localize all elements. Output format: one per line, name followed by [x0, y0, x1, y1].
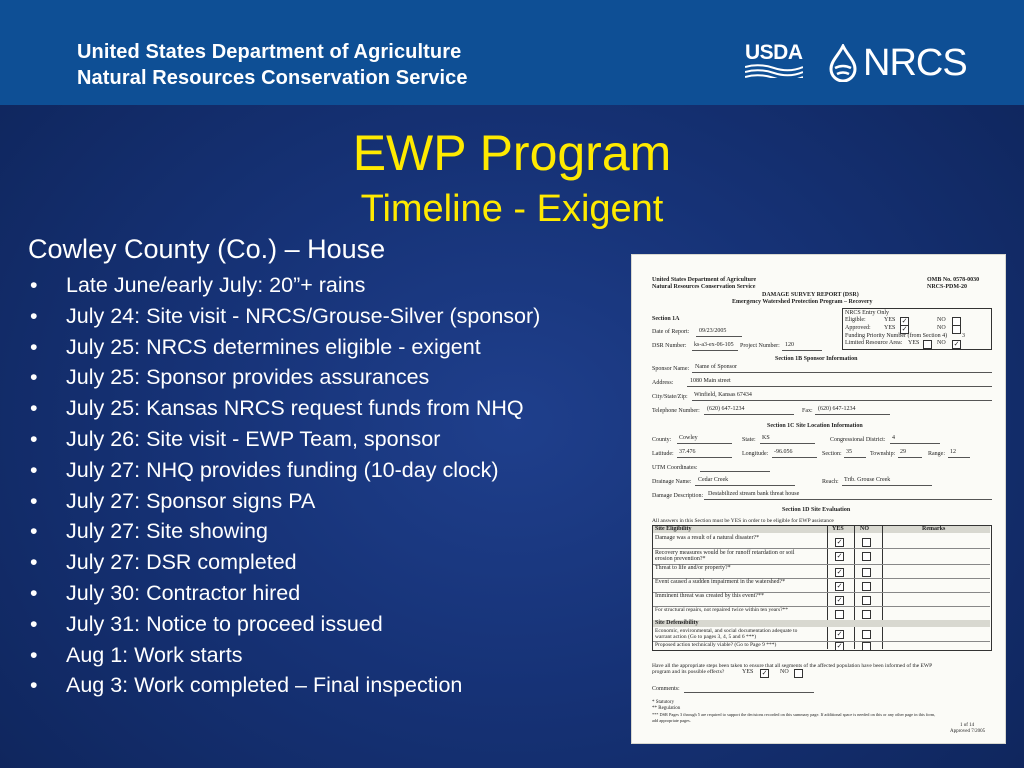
checkbox: ✓	[761, 669, 768, 677]
checkbox	[862, 630, 871, 639]
list-item-text: July 27: DSR completed	[66, 550, 297, 575]
sponsor-value: Name of Sponsor	[695, 364, 737, 370]
list-item	[28, 640, 638, 671]
phone-label: Telephone Number:	[652, 408, 700, 414]
limited-yes: YES	[908, 340, 920, 346]
checkbox	[952, 325, 961, 334]
header-bar	[0, 0, 1024, 105]
checkbox: ✓	[836, 538, 843, 546]
list-item	[28, 670, 638, 701]
county-value: Cowley	[679, 435, 698, 441]
county-heading: Cowley County (Co.) – House	[28, 234, 386, 264]
drainage-label: Drainage Name:	[652, 479, 692, 485]
checkbox: ✓	[901, 317, 908, 325]
footnote-4: add appropriate pages.	[652, 718, 691, 723]
list-item	[28, 578, 638, 609]
list-item-text: July 27: Sponsor signs PA	[66, 488, 316, 513]
fax-label: Fax:	[802, 408, 813, 414]
date-label: Date of Report:	[652, 329, 690, 335]
q6: For structural repairs, not repaired twice within ten years?**	[655, 607, 789, 613]
q3: Threat to life and/or property?*	[655, 565, 731, 571]
longitude-value: -96.056	[774, 449, 793, 455]
section-1a: Section 1A	[652, 316, 680, 322]
agency-name	[77, 39, 468, 91]
bullet-icon: •	[30, 488, 38, 513]
limited-no: NO	[937, 340, 946, 346]
dsr-value: ks-a3-ex-06-105	[694, 342, 734, 348]
checkbox: ✓	[836, 596, 843, 604]
approved-yes: YES	[884, 325, 896, 331]
site-defensibility: Site Defensibility	[655, 620, 699, 626]
q8: Proposed action technically viable? (Go to Page 9 ***)	[655, 642, 777, 648]
section-1b: Section 1B Sponsor Information	[775, 356, 858, 362]
checkbox: ✓	[836, 568, 843, 576]
nrcs-logo-text: NRCS	[863, 42, 967, 84]
section-label: Section:	[822, 451, 842, 457]
eval-note: All answers in this Section must be YES in order to be eligible for EWP assistance	[652, 518, 834, 524]
bullet-icon: •	[30, 457, 38, 482]
approved-label: Approved:	[845, 325, 871, 331]
list-item	[28, 301, 638, 332]
list-item-text: July 25: Kansas NRCS request funds from NHQ	[66, 396, 524, 421]
form-number: NRCS-PDM-20	[927, 284, 967, 290]
list-item-text: July 24: Site visit - NRCS/Grouse-Silver (sponsor)	[66, 303, 541, 328]
checkbox	[794, 669, 803, 678]
q1: Damage was a result of a natural disaster?*	[655, 535, 760, 541]
township-label: Township:	[870, 451, 896, 457]
bullet-icon: •	[30, 642, 38, 667]
q4: Event caused a sudden impairment in the watershed?*	[655, 579, 786, 585]
phone-value: (620) 647-1234	[707, 406, 745, 412]
county-label: County:	[652, 437, 672, 443]
usda-logo-text: USDA	[745, 41, 803, 64]
bullet-icon: •	[30, 519, 38, 544]
footnote-3: *** DSR Pages 3 through 5 are required to support the decisions recorded on this summary page. If additional space is needed on this or any other page in this form,	[652, 712, 936, 717]
dsr-label: DSR Number:	[652, 343, 687, 349]
list-item	[28, 547, 638, 578]
list-item-text: Aug 1: Work starts	[66, 642, 243, 667]
list-item	[28, 332, 638, 363]
reach-value: Trib. Grouse Creek	[844, 477, 891, 483]
list-item	[28, 270, 638, 301]
col-yes: YES	[832, 526, 844, 532]
list-item	[28, 516, 638, 547]
form-subtitle: Emergency Watershed Protection Program – Recovery	[732, 299, 873, 305]
bullet-icon: •	[30, 611, 38, 636]
checkbox	[862, 582, 871, 591]
slide-title: EWP Program	[352, 125, 672, 181]
list-item-text: July 25: Sponsor provides assurances	[66, 365, 430, 390]
funding-priority-value: 3	[962, 333, 965, 339]
form-omb: OMB No. 0578-0030	[927, 277, 980, 283]
checkbox: ✓	[836, 552, 843, 560]
checkbox	[862, 538, 871, 547]
page-number: 1 of 14	[960, 723, 975, 728]
checkbox	[862, 568, 871, 577]
state-label: State:	[742, 437, 756, 443]
list-item	[28, 393, 638, 424]
form-title: DAMAGE SURVEY REPORT (DSR)	[762, 292, 859, 298]
final-question-line2: program and its possible effects?	[652, 669, 725, 675]
col-remarks: Remarks	[922, 526, 946, 532]
utm-label: UTM Coordinates:	[652, 465, 698, 471]
reach-label: Reach:	[822, 479, 839, 485]
q2-line1: Recovery measures would be for runoff retardation or soil	[655, 550, 795, 556]
bullet-icon: •	[30, 580, 38, 605]
q7-line1: Economic, environmental, and social documentation adequate to	[655, 628, 798, 634]
usda-hills-icon	[745, 64, 803, 78]
q2-line2: erosion prevention?*	[655, 556, 706, 562]
checkbox: ✓	[836, 582, 843, 590]
q5: Imminent threat was created by this event?**	[655, 593, 764, 599]
list-item-text: July 25: NRCS determines eligible - exigent	[66, 334, 481, 359]
drainage-value: Cedar Creek	[698, 477, 729, 483]
bullet-icon: •	[30, 426, 38, 451]
list-item	[28, 424, 638, 455]
list-item-text: July 27: NHQ provides funding (10-day clock)	[66, 457, 499, 482]
address-value: 1080 Main street	[690, 378, 731, 384]
water-drop-icon	[826, 44, 860, 82]
usda-logo	[745, 43, 803, 83]
final-question-line1: Have all the appropriate steps been taken to ensure that all segments of the affected population have been informed of the EWP	[652, 663, 933, 669]
project-value: 120	[785, 342, 794, 348]
list-item	[28, 455, 638, 486]
slide-subtitle: Timeline - Exigent	[360, 188, 664, 230]
list-item-text: July 26: Site visit - EWP Team, sponsor	[66, 426, 441, 451]
nrcs-entry: NRCS Entry Only	[845, 310, 890, 316]
latitude-value: 37.476	[679, 449, 696, 455]
final-yes: YES	[742, 669, 754, 675]
range-label: Range:	[928, 451, 945, 457]
bullet-icon: •	[30, 396, 38, 421]
final-no: NO	[780, 669, 789, 675]
section-1d: Section 1D Site Evaluation	[782, 507, 851, 513]
checkbox	[835, 610, 844, 619]
sponsor-label: Sponsor Name:	[652, 366, 690, 372]
bullet-icon: •	[30, 673, 38, 698]
damage-label: Damage Description:	[652, 493, 704, 499]
bullet-icon: •	[30, 303, 38, 328]
range-value: 12	[950, 449, 956, 455]
section-1c: Section 1C Site Location Information	[767, 423, 863, 429]
bullet-icon: •	[30, 550, 38, 575]
address-label: Address:	[652, 380, 674, 386]
date-value: 09/23/2005	[699, 328, 727, 334]
approved-no: NO	[937, 325, 946, 331]
eligible-label: Eligible:	[845, 317, 866, 323]
funding-priority: Funding Priority Number (from Section 4)	[845, 333, 948, 339]
bullet-icon: •	[30, 334, 38, 359]
list-item-text: July 30: Contractor hired	[66, 580, 301, 605]
state-value: KS	[762, 435, 770, 441]
section-value: 35	[846, 449, 852, 455]
fax-value: (620) 647-1234	[818, 406, 856, 412]
footnote-2: ** Regulation	[652, 706, 681, 711]
form-agency-line1: United States Department of Agriculture	[652, 277, 757, 283]
list-item-text: Late June/early July: 20”+ rains	[66, 273, 366, 297]
q7-line2: warrant action (Go to pages 3, 4, 5 and 6 ***)	[655, 634, 757, 640]
bullet-icon: •	[30, 365, 38, 390]
col-no: NO	[860, 526, 869, 532]
checkbox: ✓	[836, 630, 843, 638]
approved-date: Approved 7/2005	[950, 729, 986, 734]
checkbox	[862, 610, 871, 619]
comments-label: Comments:	[652, 686, 680, 692]
project-label: Project Number:	[740, 343, 780, 349]
latitude-label: Latitude:	[652, 451, 674, 457]
list-item	[28, 486, 638, 517]
checkbox: ✓	[901, 325, 908, 333]
checkbox	[923, 340, 932, 349]
list-item-text: Aug 3: Work completed – Final inspection	[66, 673, 463, 698]
list-item	[28, 609, 638, 640]
district-label: Congressional District:	[830, 437, 886, 443]
damage-value: Destabilized stream bank threat house	[708, 491, 800, 497]
list-item-text: July 31: Notice to proceed issued	[66, 611, 383, 636]
eligible-yes: YES	[884, 317, 896, 323]
list-item-text: July 27: Site showing	[66, 519, 268, 544]
checkbox	[862, 642, 871, 651]
checkbox: ✓	[953, 340, 960, 348]
form-agency-line2: Natural Resources Conservation Service	[652, 284, 756, 290]
agency-name-line1: United States Department of Agriculture	[77, 41, 462, 63]
limited-resource: Limited Resource Area:	[845, 340, 903, 346]
township-value: 29	[900, 449, 906, 455]
district-value: 4	[892, 435, 895, 441]
bullet-icon: •	[30, 273, 38, 297]
checkbox	[862, 552, 871, 561]
col-site-elig: Site Eligibility	[655, 526, 692, 532]
dsr-form-image	[631, 254, 1006, 744]
footnote-1: * Statutory	[652, 700, 675, 705]
timeline-list	[28, 270, 638, 701]
eligible-no: NO	[937, 317, 946, 323]
longitude-label: Longitude:	[742, 451, 769, 457]
checkbox	[862, 596, 871, 605]
agency-name-line2: Natural Resources Conservation Service	[77, 67, 468, 89]
list-item	[28, 362, 638, 393]
city-value: Winfield, Kansas 67434	[694, 392, 752, 398]
checkbox: ✓	[836, 642, 843, 650]
city-label: City/State/Zip:	[652, 394, 688, 400]
